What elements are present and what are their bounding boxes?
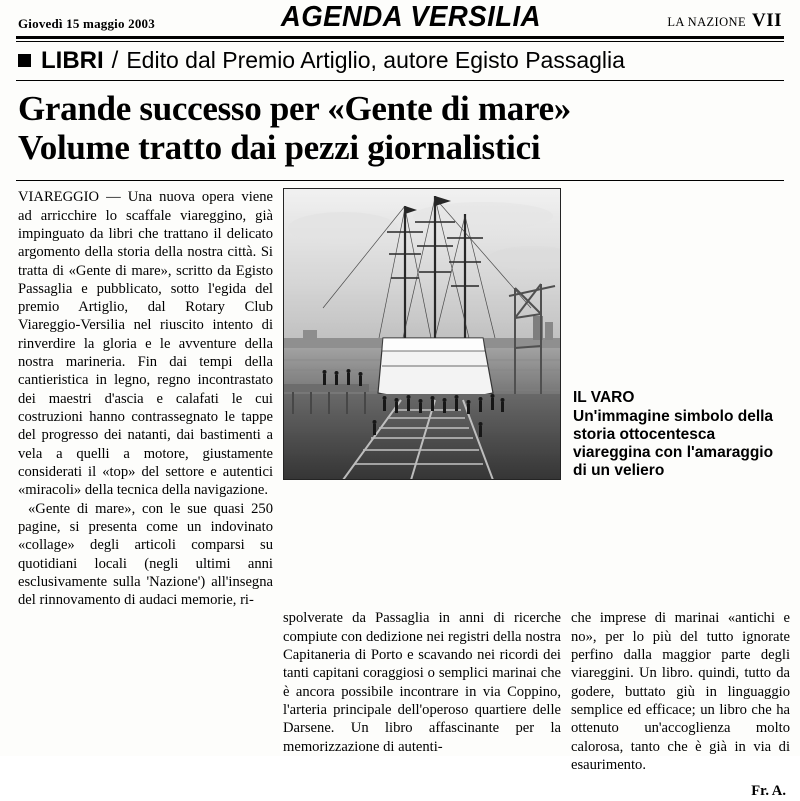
- caption-spacer: [571, 480, 790, 490]
- paragraph: spolverate da Passaglia in anni di ricerche compiute con dedizione nei registri della nostra Capitaneria di Porto e scavando nei ricordi dei tanti capitani coraggiosi o semplici marinai che è ancora possibile incontrare in via Coppino, l'arteria principale dell'operoso quartiere delle Darsene. Un libro affascinante per la memorizzazione di autenti-: [283, 610, 561, 755]
- article-column-middle-text: [283, 609, 561, 800]
- bullet-square-icon: [18, 54, 31, 67]
- photo-caption: [571, 188, 790, 480]
- paragraph: VIAREGGIO — Una nuova opera viene ad arricchire lo scaffale viareggino, già impinguato da libri che trattano il delicato argomento della storia della nostra città. Si tratta di «Gente di mare», scritto da Egisto Passaglia e pubblicato, sotto l'egida del premio Artiglio, dal Rotary Club Viareggio-Versilia nel riuscito intento di rinverdire la gloria e le avventure della nostra marineria. Fin dai tempi della cantieristica in legno, regno incontrastato dei maestri d'ascia e calafati le cui costruzioni hanno contrassegnato le tappe del progresso dei natanti, dai bastimenti a vela a quelli a motore, giustamente considerati il «top» del settore e autentici «miracoli» della tecnica della navigazione.: [18, 189, 273, 499]
- photo-spacer: [283, 480, 561, 490]
- article-column-right-text: [571, 609, 790, 800]
- masthead-right: [667, 10, 782, 32]
- article-signature: Fr. A.: [751, 783, 786, 800]
- masthead: [14, 0, 786, 34]
- headline-line-2: Volume tratto dai pezzi giornalistici: [18, 128, 541, 168]
- divider-thick: [16, 36, 784, 39]
- masthead-paper-name: LA NAZIONE: [667, 15, 746, 29]
- masthead-date: Giovedì 15 maggio 2003: [18, 16, 155, 31]
- section-kicker: [14, 42, 786, 79]
- masthead-title: AGENDA VERSILIA: [281, 1, 542, 33]
- article-column-right: [571, 188, 790, 609]
- headline: [14, 81, 786, 175]
- article-body: [14, 181, 786, 609]
- article-column-left: [18, 188, 273, 609]
- caption-text: Un'immagine simbolo della storia ottocentesca viareggina con l'amaraggio di un veliero: [573, 407, 774, 480]
- caption-title: IL VARO: [573, 388, 635, 406]
- paragraph: «Gente di mare», con le sue quasi 250 pagine, si presenta come un indovinato «collage» degli articoli comparsi su quotidiani locali (negli ultimi anni esclusivamente sulla 'Nazione') all'insegna del rinnovamento di audaci memorie, ri-: [18, 500, 273, 609]
- article-column-middle: [283, 188, 561, 609]
- article-lower-columns: [14, 609, 790, 800]
- paragraph: che imprese di marinai «antichi e no», per lo più del tutto ignorate perfino dalla maggior parte degli viareggini. Un libro. quindi, tutto da godere, buttato giù in linguaggio semplice ed efficace; un libro che ha ottenuto un'accoglienza molto calorosa, tanto che è già in via di esaurimento.: [571, 610, 790, 773]
- kicker-separator: /: [111, 46, 119, 74]
- kicker-subtitle: Edito dal Premio Artiglio, autore Egisto Passaglia: [126, 47, 625, 73]
- masthead-page-number: VII: [751, 10, 782, 31]
- headline-line-1: Grande successo per «Gente di mare»: [18, 88, 572, 128]
- varo-veliero-photo: [283, 188, 561, 480]
- kicker-label: LIBRI: [41, 46, 104, 74]
